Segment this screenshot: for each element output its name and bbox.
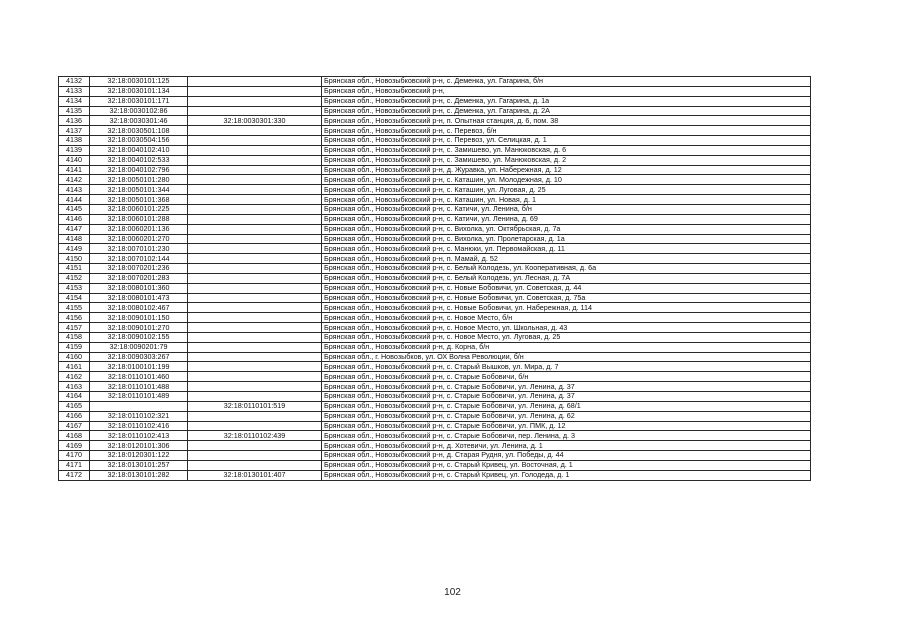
row-number-cell: 4151 — [59, 264, 90, 274]
row-number-cell: 4172 — [59, 470, 90, 480]
parent-cadastral-number-cell — [188, 165, 322, 175]
cadastral-number-cell: 32:18:0030504:156 — [90, 136, 188, 146]
cadastral-number-cell: 32:18:0110102:413 — [90, 431, 188, 441]
parent-cadastral-number-cell — [188, 451, 322, 461]
cadastral-number-cell: 32:18:0110102:321 — [90, 411, 188, 421]
address-cell: Брянская обл., Новозыбковский р-н, с. Деменка, ул. Гагарина, д. 2А — [322, 106, 811, 116]
row-number-cell: 4143 — [59, 185, 90, 195]
parent-cadastral-number-cell — [188, 77, 322, 87]
address-cell: Брянская обл., Новозыбковский р-н, с. Белый Колодезь, ул. Лесная, д. 7А — [322, 273, 811, 283]
parent-cadastral-number-cell — [188, 264, 322, 274]
address-cell: Брянская обл., Новозыбковский р-н, с. Старые Бобовичи, пер. Ленина, д. 3 — [322, 431, 811, 441]
table-row — [59, 214, 811, 224]
table-row — [59, 372, 811, 382]
parent-cadastral-number-cell — [188, 441, 322, 451]
address-cell: Брянская обл., Новозыбковский р-н, с. Катичи, ул. Ленина, б/н — [322, 204, 811, 214]
cadastral-number-cell: 32:18:0100101:199 — [90, 362, 188, 372]
address-cell: Брянская обл., Новозыбковский р-н, с. Старый Вышков, ул. Мира, д. 7 — [322, 362, 811, 372]
cadastral-number-cell: 32:18:0070201:283 — [90, 273, 188, 283]
cadastral-number-cell: 32:18:0040102:533 — [90, 155, 188, 165]
row-number-cell: 4134 — [59, 96, 90, 106]
table-row — [59, 401, 811, 411]
address-cell: Брянская обл., Новозыбковский р-н, — [322, 86, 811, 96]
parent-cadastral-number-cell — [188, 382, 322, 392]
row-number-cell: 4149 — [59, 244, 90, 254]
table-row — [59, 352, 811, 362]
row-number-cell: 4141 — [59, 165, 90, 175]
cadastral-number-cell: 32:18:0040102:410 — [90, 145, 188, 155]
table-row — [59, 392, 811, 402]
parent-cadastral-number-cell — [188, 352, 322, 362]
table-row — [59, 204, 811, 214]
row-number-cell: 4140 — [59, 155, 90, 165]
cadastral-number-cell: 32:18:0120301:122 — [90, 451, 188, 461]
row-number-cell: 4148 — [59, 234, 90, 244]
address-cell: Брянская обл., Новозыбковский р-н, с. Манюки, ул. Первомайская, д. 11 — [322, 244, 811, 254]
parent-cadastral-number-cell — [188, 185, 322, 195]
cadastral-number-cell: 32:18:0110102:416 — [90, 421, 188, 431]
address-cell: Брянская обл., Новозыбковский р-н, с. Вихолка, ул. Пролетарская, д. 1а — [322, 234, 811, 244]
row-number-cell: 4169 — [59, 441, 90, 451]
table-row — [59, 342, 811, 352]
cadastral-number-cell: 32:18:0080101:360 — [90, 283, 188, 293]
cadastral-number-cell: 32:18:0070201:236 — [90, 264, 188, 274]
parent-cadastral-number-cell — [188, 195, 322, 205]
row-number-cell: 4162 — [59, 372, 90, 382]
cadastral-number-cell: 32:18:0030101:171 — [90, 96, 188, 106]
cadastral-number-cell: 32:18:0060201:136 — [90, 224, 188, 234]
row-number-cell: 4139 — [59, 145, 90, 155]
address-cell: Брянская обл., Новозыбковский р-н, с. Замишево, ул. Манюковская, д. 6 — [322, 145, 811, 155]
address-cell: Брянская обл., Новозыбковский р-н, с. Новые Бобовичи, ул. Советская, д. 75а — [322, 293, 811, 303]
table-row — [59, 283, 811, 293]
address-cell: Брянская обл., Новозыбковский р-н, с. Старые Бобовичи, ул. Ленина, д. 68/1 — [322, 401, 811, 411]
parent-cadastral-number-cell — [188, 86, 322, 96]
parent-cadastral-number-cell — [188, 155, 322, 165]
cadastral-number-cell: 32:18:0040102:796 — [90, 165, 188, 175]
cadastral-number-cell: 32:18:0120101:306 — [90, 441, 188, 451]
address-cell: Брянская обл., Новозыбковский р-н, с. Новое Место, б/н — [322, 313, 811, 323]
table-row — [59, 185, 811, 195]
cadastral-number-cell: 32:18:0060201:270 — [90, 234, 188, 244]
address-cell: Брянская обл., Новозыбковский р-н, с. Новые Бобовичи, ул. Советская, д. 44 — [322, 283, 811, 293]
cadastral-number-cell: 32:18:0070101:230 — [90, 244, 188, 254]
row-number-cell: 4171 — [59, 460, 90, 470]
parent-cadastral-number-cell — [188, 421, 322, 431]
row-number-cell: 4136 — [59, 116, 90, 126]
parent-cadastral-number-cell — [188, 293, 322, 303]
table-row — [59, 234, 811, 244]
cadastral-number-cell: 32:18:0080101:473 — [90, 293, 188, 303]
address-cell: Брянская обл., Новозыбковский р-н, д. Хотевичи, ул. Ленина, д. 1 — [322, 441, 811, 451]
cadastral-number-cell: 32:18:0090303:267 — [90, 352, 188, 362]
cadastral-number-cell: 32:18:0030101:134 — [90, 86, 188, 96]
registry-table-body — [59, 77, 811, 481]
parent-cadastral-number-cell — [188, 323, 322, 333]
address-cell: Брянская обл., Новозыбковский р-н, д. Старая Рудня, ул. Победы, д. 44 — [322, 451, 811, 461]
cadastral-number-cell: 32:18:0050101:368 — [90, 195, 188, 205]
row-number-cell: 4157 — [59, 323, 90, 333]
parent-cadastral-number-cell — [188, 126, 322, 136]
row-number-cell: 4137 — [59, 126, 90, 136]
cadastral-number-cell: 32:18:0060101:225 — [90, 204, 188, 214]
row-number-cell: 4142 — [59, 175, 90, 185]
cadastral-number-cell: 32:18:0030101:125 — [90, 77, 188, 87]
row-number-cell: 4154 — [59, 293, 90, 303]
address-cell: Брянская обл., Новозыбковский р-н, с. Старые Бобовичи, ул. ПМК, д. 12 — [322, 421, 811, 431]
table-row — [59, 116, 811, 126]
row-number-cell: 4164 — [59, 392, 90, 402]
parent-cadastral-number-cell — [188, 460, 322, 470]
parent-cadastral-number-cell: 32:18:0130101:407 — [188, 470, 322, 480]
table-row — [59, 421, 811, 431]
row-number-cell: 4144 — [59, 195, 90, 205]
address-cell: Брянская обл., Новозыбковский р-н, с. Старый Кривец, ул. Восточная, д. 1 — [322, 460, 811, 470]
row-number-cell: 4166 — [59, 411, 90, 421]
cadastral-number-cell: 32:18:0050101:280 — [90, 175, 188, 185]
table-row — [59, 264, 811, 274]
row-number-cell: 4153 — [59, 283, 90, 293]
parent-cadastral-number-cell — [188, 244, 322, 254]
parent-cadastral-number-cell — [188, 145, 322, 155]
address-cell: Брянская обл., Новозыбковский р-н, п. Опытная станция, д. 6, пом. 38 — [322, 116, 811, 126]
address-cell: Брянская обл., Новозыбковский р-н, с. Новые Бобовичи, ул. Набережная, д. 114 — [322, 303, 811, 313]
row-number-cell: 4156 — [59, 313, 90, 323]
cadastral-number-cell: 32:18:0090201:79 — [90, 342, 188, 352]
table-row — [59, 126, 811, 136]
address-cell: Брянская обл., Новозыбковский р-н, с. Старый Кривец, ул. Голодеда, д. 1 — [322, 470, 811, 480]
parent-cadastral-number-cell — [188, 332, 322, 342]
address-cell: Брянская обл., Новозыбковский р-н, с. Новое Место, ул. Луговая, д. 25 — [322, 332, 811, 342]
cadastral-number-cell: 32:18:0070102:144 — [90, 254, 188, 264]
table-row — [59, 313, 811, 323]
table-row — [59, 254, 811, 264]
row-number-cell: 4159 — [59, 342, 90, 352]
address-cell: Брянская обл., Новозыбковский р-н, с. Катичи, ул. Ленина, д. 69 — [322, 214, 811, 224]
row-number-cell: 4138 — [59, 136, 90, 146]
cadastral-number-cell: 32:18:0060101:288 — [90, 214, 188, 224]
address-cell: Брянская обл., Новозыбковский р-н, с. Старые Бобовичи, ул. Ленина, д. 37 — [322, 392, 811, 402]
table-row — [59, 244, 811, 254]
table-row — [59, 106, 811, 116]
address-cell: Брянская обл., Новозыбковский р-н, с. Белый Колодезь, ул. Кооперативная, д. 6а — [322, 264, 811, 274]
cadastral-number-cell: 32:18:0030102:86 — [90, 106, 188, 116]
parent-cadastral-number-cell — [188, 392, 322, 402]
parent-cadastral-number-cell — [188, 372, 322, 382]
address-cell: Брянская обл., Новозыбковский р-н, д. Журавка, ул. Набережная, д. 12 — [322, 165, 811, 175]
table-row — [59, 470, 811, 480]
cadastral-number-cell: 32:18:0110101:489 — [90, 392, 188, 402]
table-row — [59, 441, 811, 451]
parent-cadastral-number-cell — [188, 106, 322, 116]
address-cell: Брянская обл., Новозыбковский р-н, с. Замишево, ул. Манюковская, д. 2 — [322, 155, 811, 165]
table-row — [59, 362, 811, 372]
parent-cadastral-number-cell — [188, 362, 322, 372]
parent-cadastral-number-cell — [188, 204, 322, 214]
address-cell: Брянская обл., Новозыбковский р-н, с. Деменка, ул. Гагарина, б/н — [322, 77, 811, 87]
cadastral-number-cell: 32:18:0110101:488 — [90, 382, 188, 392]
table-row — [59, 303, 811, 313]
row-number-cell: 4170 — [59, 451, 90, 461]
parent-cadastral-number-cell: 32:18:0110102:439 — [188, 431, 322, 441]
parent-cadastral-number-cell — [188, 342, 322, 352]
row-number-cell: 4133 — [59, 86, 90, 96]
address-cell: Брянская обл., Новозыбковский р-н, с. Перевоз, б/н — [322, 126, 811, 136]
address-cell: Брянская обл., Новозыбковский р-н, с. Каташин, ул. Новая, д. 1 — [322, 195, 811, 205]
row-number-cell: 4158 — [59, 332, 90, 342]
parent-cadastral-number-cell — [188, 96, 322, 106]
address-cell: Брянская обл., Новозыбковский р-н, с. Старые Бобовичи, б/н — [322, 372, 811, 382]
table-row — [59, 411, 811, 421]
row-number-cell: 4165 — [59, 401, 90, 411]
parent-cadastral-number-cell — [188, 214, 322, 224]
parent-cadastral-number-cell — [188, 224, 322, 234]
parent-cadastral-number-cell: 32:18:0030301:330 — [188, 116, 322, 126]
address-cell: Брянская обл., Новозыбковский р-н, с. Деменка, ул. Гагарина, д. 1а — [322, 96, 811, 106]
table-row — [59, 431, 811, 441]
row-number-cell: 4145 — [59, 204, 90, 214]
cadastral-number-cell: 32:18:0130101:257 — [90, 460, 188, 470]
table-row — [59, 175, 811, 185]
parent-cadastral-number-cell — [188, 254, 322, 264]
cadastral-number-cell: 32:18:0090101:150 — [90, 313, 188, 323]
table-row — [59, 323, 811, 333]
parent-cadastral-number-cell — [188, 273, 322, 283]
table-row — [59, 77, 811, 87]
table-row — [59, 460, 811, 470]
address-cell: Брянская обл., Новозыбковский р-н, с. Перевоз, ул. Селицкая, д. 1 — [322, 136, 811, 146]
address-cell: Брянская обл., Новозыбковский р-н, с. Вихолка, ул. Октябрьская, д. 7а — [322, 224, 811, 234]
cadastral-number-cell: 32:18:0090101:270 — [90, 323, 188, 333]
row-number-cell: 4150 — [59, 254, 90, 264]
table-row — [59, 293, 811, 303]
table-row — [59, 224, 811, 234]
property-registry-table — [58, 76, 811, 481]
row-number-cell: 4147 — [59, 224, 90, 234]
cadastral-number-cell: 32:18:0110101:460 — [90, 372, 188, 382]
cadastral-number-cell: 32:18:0030501:108 — [90, 126, 188, 136]
table-row — [59, 273, 811, 283]
table-row — [59, 451, 811, 461]
row-number-cell: 4135 — [59, 106, 90, 116]
cadastral-number-cell: 32:18:0030301:46 — [90, 116, 188, 126]
table-row — [59, 165, 811, 175]
row-number-cell: 4167 — [59, 421, 90, 431]
address-cell: Брянская обл., Новозыбковский р-н, с. Старые Бобовичи, ул. Ленина, д. 37 — [322, 382, 811, 392]
row-number-cell: 4168 — [59, 431, 90, 441]
parent-cadastral-number-cell — [188, 175, 322, 185]
table-row — [59, 195, 811, 205]
parent-cadastral-number-cell — [188, 303, 322, 313]
address-cell: Брянская обл., Новозыбковский р-н, с. Каташин, ул. Луговая, д. 25 — [322, 185, 811, 195]
cadastral-number-cell: 32:18:0080102:467 — [90, 303, 188, 313]
parent-cadastral-number-cell — [188, 234, 322, 244]
row-number-cell: 4146 — [59, 214, 90, 224]
cadastral-number-cell: 32:18:0130101:282 — [90, 470, 188, 480]
table-row — [59, 145, 811, 155]
page-number: 102 — [444, 587, 461, 598]
row-number-cell: 4155 — [59, 303, 90, 313]
address-cell: Брянская обл., г. Новозыбков, ул. ОХ Волна Революции, б/н — [322, 352, 811, 362]
cadastral-number-cell: 32:18:0050101:344 — [90, 185, 188, 195]
row-number-cell: 4152 — [59, 273, 90, 283]
table-row — [59, 96, 811, 106]
row-number-cell: 4161 — [59, 362, 90, 372]
address-cell: Брянская обл., Новозыбковский р-н, с. Старые Бобовичи, ул. Ленина, д. 62 — [322, 411, 811, 421]
parent-cadastral-number-cell — [188, 283, 322, 293]
address-cell: Брянская обл., Новозыбковский р-н, с. Каташин, ул. Молодежная, д. 10 — [322, 175, 811, 185]
address-cell: Брянская обл., Новозыбковский р-н, с. Новое Место, ул. Школьная, д. 43 — [322, 323, 811, 333]
table-row — [59, 332, 811, 342]
parent-cadastral-number-cell — [188, 313, 322, 323]
table-row — [59, 86, 811, 96]
parent-cadastral-number-cell — [188, 411, 322, 421]
row-number-cell: 4163 — [59, 382, 90, 392]
cadastral-number-cell: 32:18:0090102:155 — [90, 332, 188, 342]
row-number-cell: 4160 — [59, 352, 90, 362]
parent-cadastral-number-cell — [188, 136, 322, 146]
address-cell: Брянская обл., Новозыбковский р-н, п. Мамай, д. 52 — [322, 254, 811, 264]
address-cell: Брянская обл., Новозыбковский р-н, д. Корна, б/н — [322, 342, 811, 352]
table-row — [59, 136, 811, 146]
row-number-cell: 4132 — [59, 77, 90, 87]
table-row — [59, 382, 811, 392]
parent-cadastral-number-cell: 32:18:0110101:519 — [188, 401, 322, 411]
cadastral-number-cell — [90, 401, 188, 411]
table-row — [59, 155, 811, 165]
